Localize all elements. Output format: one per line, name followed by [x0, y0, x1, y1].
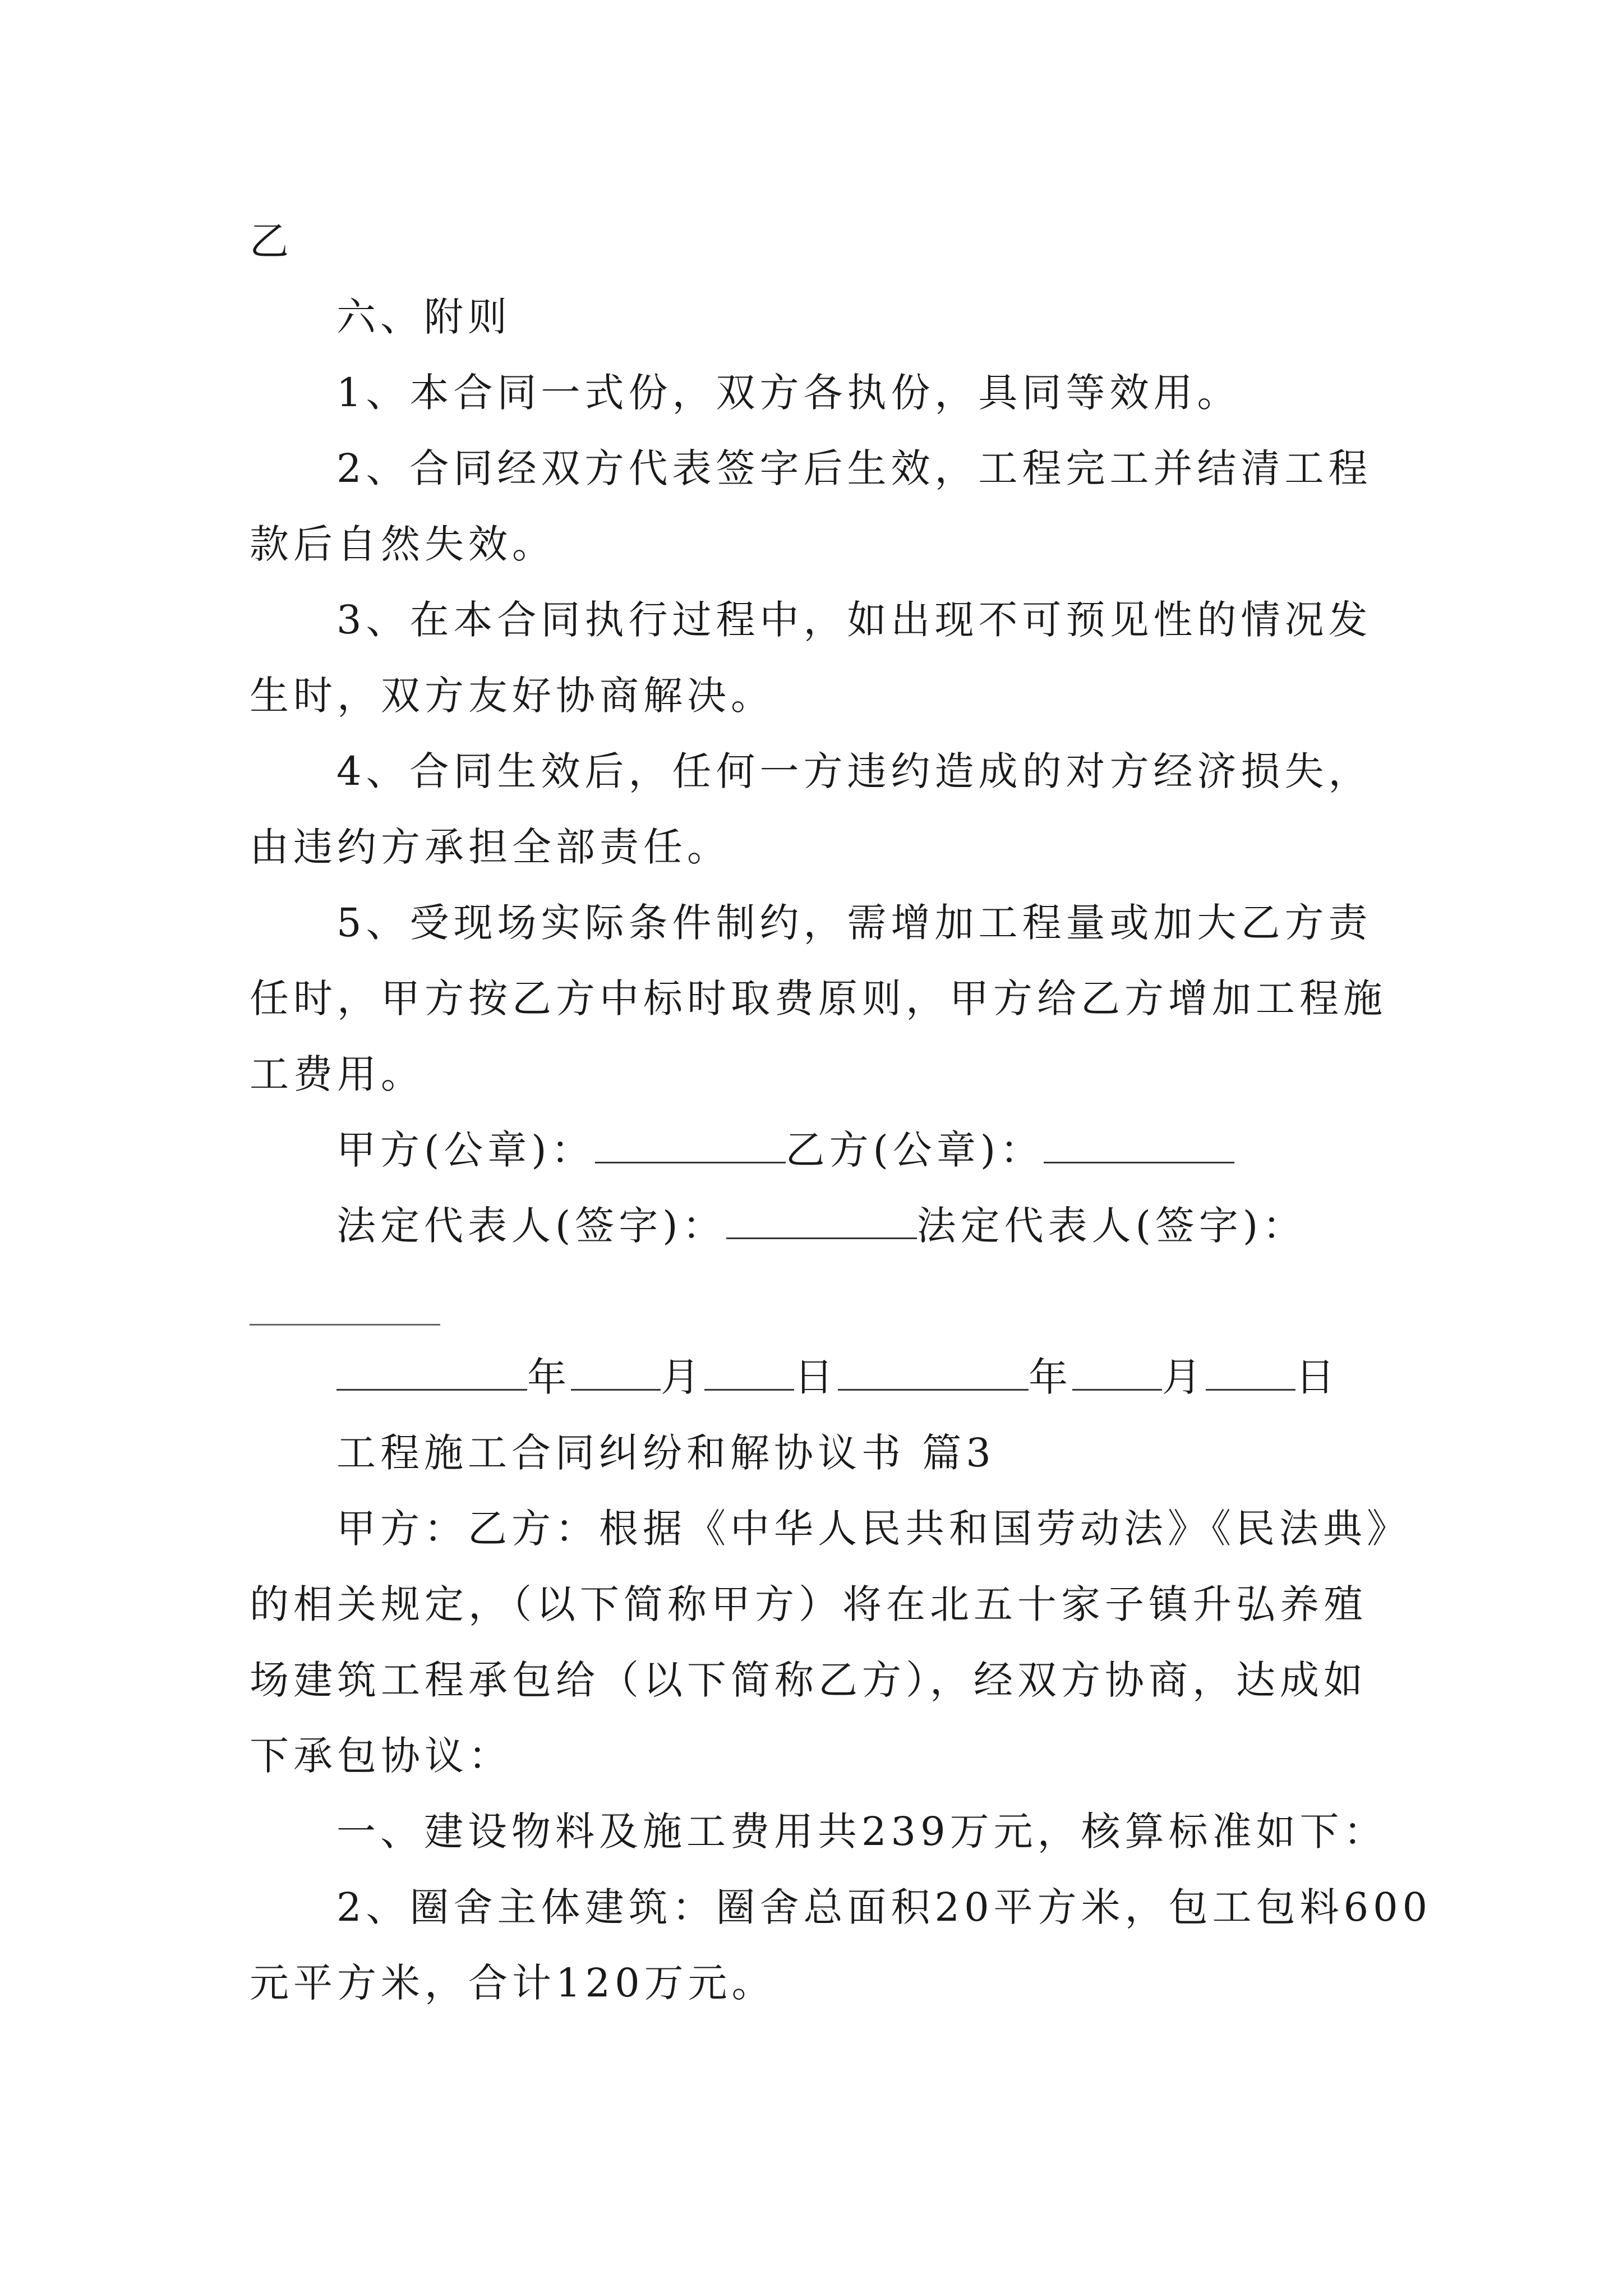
rep-a-signature-blank[interactable] [726, 1203, 917, 1239]
rep-a-label: 法定代表人(签字)： [336, 1203, 726, 1249]
item-1: 一、建设物料及施工费用共239万元，核算标准如下： [336, 1809, 1387, 1855]
intro-line-2: 的相关规定，（以下简称甲方）将在北五十家子镇升弘养殖 [250, 1581, 1367, 1627]
intro-line-4: 下承包协议： [250, 1733, 512, 1779]
date-line [336, 1352, 1339, 1402]
clause-4-line-2: 由违约方承担全部责任。 [250, 824, 731, 870]
party-a-seal-blank[interactable] [595, 1127, 786, 1163]
clause-5-line-3: 工费用。 [250, 1051, 425, 1097]
clause-3-line-1: 3、在本合同执行过程中，如出现不可预见性的情况发 [336, 597, 1372, 643]
year-b-blank[interactable] [838, 1354, 1029, 1391]
intro-line-3: 场建筑工程承包给（以下简称乙方），经双方协商，达成如 [250, 1657, 1367, 1703]
month-b-blank[interactable] [1072, 1354, 1162, 1391]
clause-5-line-1: 5、受现场实际条件制约，需增加工程量或加大乙方责 [336, 900, 1372, 946]
clause-2-line-1: 2、合同经双方代表签字后生效，工程完工并结清工程 [336, 445, 1372, 491]
clause-5-line-2: 任时，甲方按乙方中标时取费原则，甲方给乙方增加工程施 [250, 976, 1387, 1022]
day-label: 日 [794, 1354, 838, 1400]
section-title: 工程施工合同纠纷和解协议书 篇3 [336, 1430, 995, 1476]
day-label: 日 [1295, 1354, 1339, 1400]
month-label: 月 [1162, 1354, 1206, 1400]
party-a-seal-label: 甲方(公章)： [336, 1127, 595, 1173]
clause-3-line-2: 生时，双方友好协商解决。 [250, 673, 774, 719]
seal-line [336, 1125, 1234, 1175]
year-label: 年 [1029, 1354, 1072, 1400]
clause-1: 1、本合同一式份，双方各执份，具同等效用。 [336, 370, 1241, 416]
paragraph-fragment: 乙 [250, 218, 293, 264]
rep-b-label: 法定代表人(签字)： [916, 1203, 1307, 1249]
day-b-blank[interactable] [1206, 1354, 1295, 1391]
rep-b-signature-blank[interactable] [250, 1324, 440, 1326]
year-label: 年 [527, 1354, 571, 1400]
month-label: 月 [661, 1354, 704, 1400]
representative-line [336, 1200, 1306, 1251]
section-heading-appendix: 六、附则 [336, 294, 511, 340]
clause-4-line-1: 4、合同生效后，任何一方违约造成的对方经济损失， [336, 748, 1372, 794]
party-b-seal-label: 乙方(公章)： [785, 1127, 1044, 1173]
clause-2-line-2: 款后自然失效。 [250, 521, 556, 567]
month-a-blank[interactable] [571, 1354, 661, 1391]
day-a-blank[interactable] [704, 1354, 794, 1391]
party-b-seal-blank[interactable] [1044, 1127, 1234, 1163]
intro-line-1: 甲方：乙方：根据《中华人民共和国劳动法》《民法典》 [336, 1506, 1410, 1552]
item-2-line-1: 2、圈舍主体建筑：圈舍总面积20平方米，包工包料600 [336, 1884, 1432, 1930]
year-a-blank[interactable] [336, 1354, 527, 1391]
item-2-line-2: 元平方米，合计120万元。 [250, 1960, 776, 2006]
